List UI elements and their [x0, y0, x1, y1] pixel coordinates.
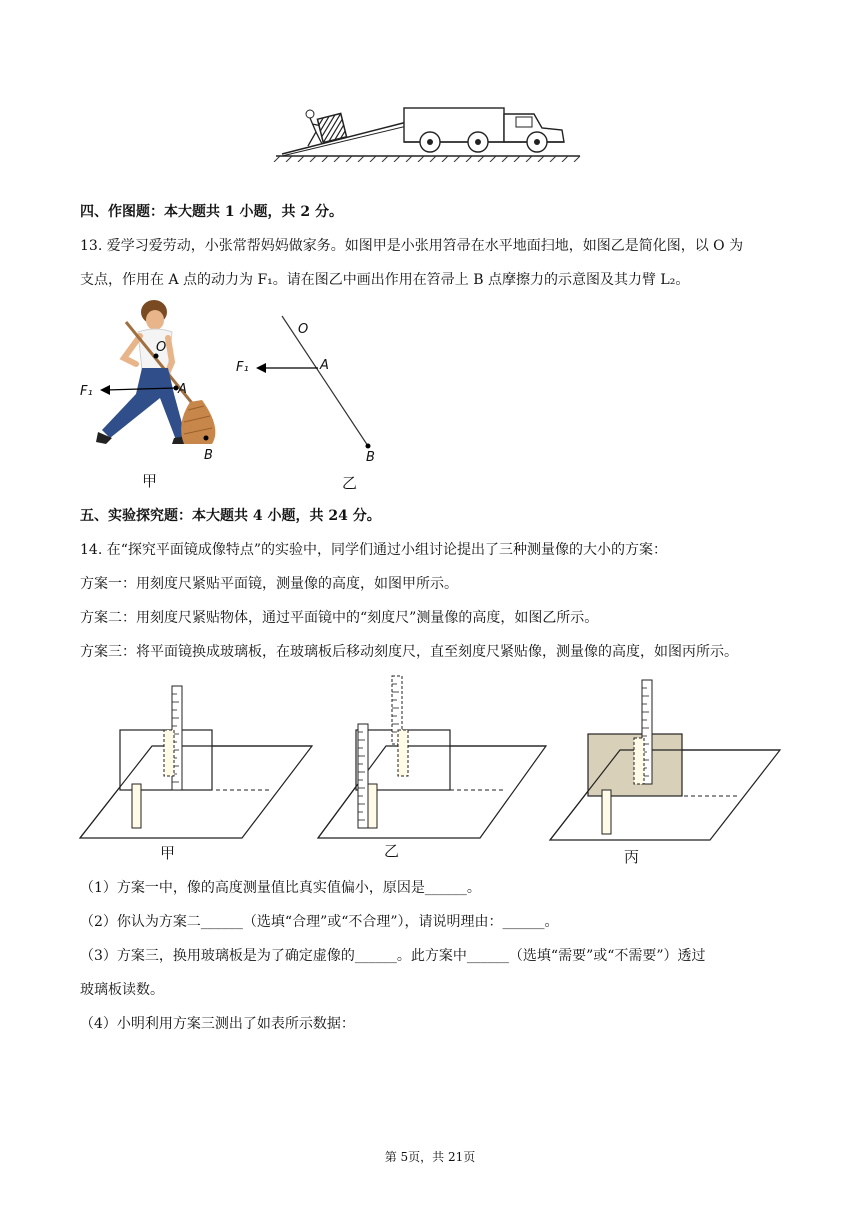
mirror-caption-jia: 甲 [160, 844, 176, 862]
jia-label-o: O [156, 340, 167, 355]
yi-label-o: O [298, 322, 309, 337]
mirror-experiment-figures [76, 672, 786, 862]
jia-label-f1: F₁ [80, 384, 93, 399]
jia-label-a: A [178, 382, 187, 397]
yi-label-b: B [366, 450, 375, 465]
sub-question-3-line-2: 玻璃板读数。 [80, 982, 164, 998]
mirror-figure-jia [80, 686, 312, 838]
truck-ramp-figure [272, 100, 584, 162]
q13-line-1: 13. 爱学习爱劳动，小张常帮妈妈做家务。如图甲是小张用笤帚在水平地面扫地，如图乙是简化图，以 O 为 [80, 238, 744, 254]
q14-intro: 14. 在“探究平面镜成像特点”的实验中，同学们通过小组讨论提出了三种测量像的大小的方案： [80, 542, 668, 558]
sub-question-4: （4）小明利用方案三测出了如表所示数据： [80, 1016, 355, 1032]
figure-yi-caption: 乙 [342, 474, 358, 492]
figure-jia-caption: 甲 [142, 472, 158, 490]
plan-1: 方案一：用刻度尺紧贴平面镜，测量像的高度，如图甲所示。 [80, 576, 458, 592]
yi-label-f1: F₁ [236, 360, 249, 375]
page-footer: 第 5页，共 21页 [384, 1150, 476, 1164]
jia-label-b: B [204, 448, 213, 463]
mirror-figure-yi [318, 676, 546, 838]
plan-2: 方案二：用刻度尺紧贴物体，通过平面镜中的“刻度尺”测量像的高度，如图乙所示。 [80, 610, 599, 626]
mirror-caption-bing: 丙 [624, 848, 640, 866]
sub-question-1: （1）方案一中，像的高度测量值比真实值偏小，原因是______。 [80, 880, 481, 896]
sub-question-2: （2）你认为方案二______（选填“合理”或“不合理”），请说明理由：______。 [80, 914, 559, 930]
q13-line-2: 支点，作用在 A 点的动力为 F₁。请在图乙中画出作用在笤帚上 B 点摩擦力的示意图及其力臂 L₂。 [80, 272, 690, 288]
figure-yi-simplified [230, 306, 390, 466]
section-4-heading: 四、作图题：本大题共 1 小题，共 2 分。 [80, 204, 343, 220]
mirror-caption-yi: 乙 [384, 842, 400, 860]
mirror-figure-bing [550, 680, 780, 840]
yi-label-a: A [320, 358, 329, 373]
section-5-heading: 五、实验探究题：本大题共 4 小题，共 24 分。 [80, 508, 381, 524]
plan-3: 方案三：将平面镜换成玻璃板，在玻璃板后移动刻度尺，直至刻度尺紧贴像，测量像的高度，如图丙所示。 [80, 644, 738, 660]
sub-question-3-line-1: （3）方案三，换用玻璃板是为了确定虚像的______。此方案中______（选填“需要”或“不需要”）透过 [80, 948, 706, 964]
